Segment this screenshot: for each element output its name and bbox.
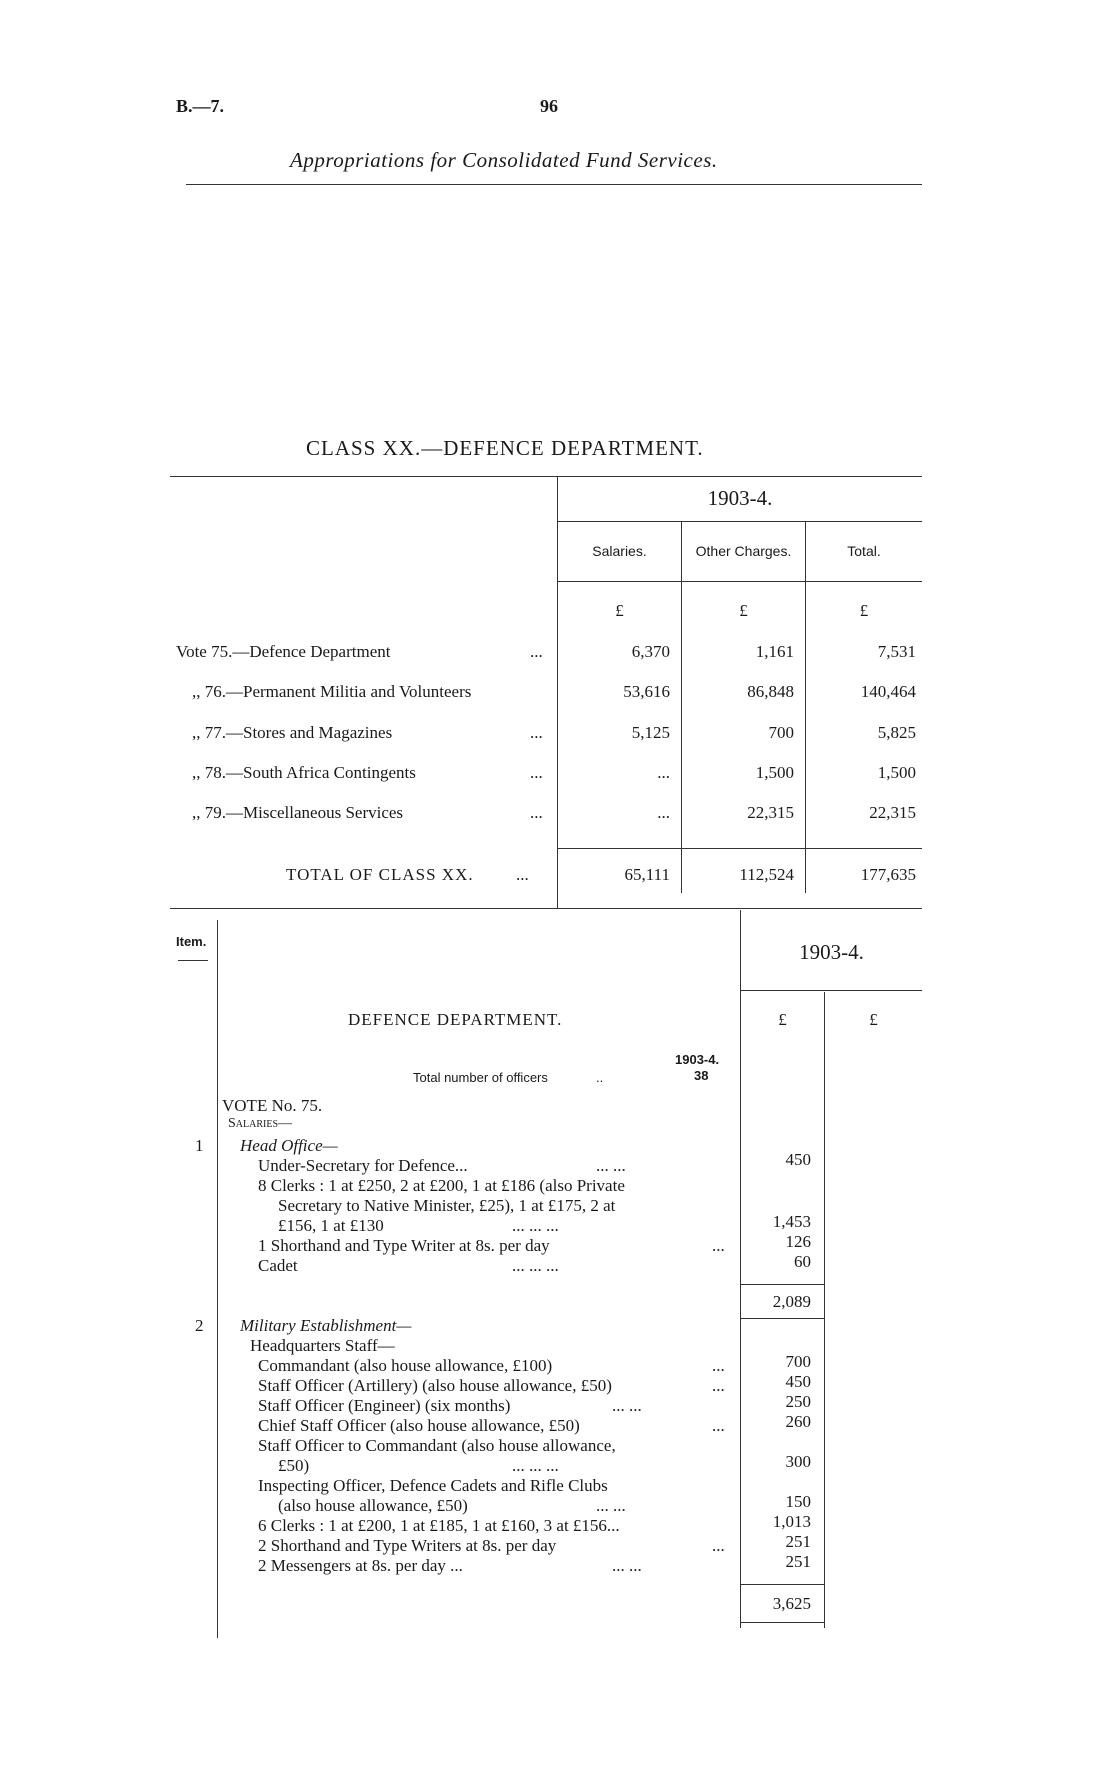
salaries-value: 5,125: [631, 723, 670, 742]
leader-dots: ... ...: [596, 1156, 626, 1175]
col-header-other-charges: Other Charges.: [695, 543, 792, 559]
other-charges-value: 1,161: [755, 642, 794, 661]
line-item-text: Commandant (also house allowance, £100): [258, 1356, 553, 1375]
summary-year-rule: [558, 521, 922, 522]
line-item-amount: 1,453: [772, 1212, 811, 1231]
total-value: 5,825: [877, 723, 916, 742]
leader-dots: ...: [516, 865, 529, 884]
page-number: 96: [540, 96, 558, 116]
leader-dots: ...: [712, 1416, 725, 1435]
line-item-text: 6 Clerks : 1 at £200, 1 at £185, 1 at £160, 3 at £156...: [258, 1516, 620, 1535]
officers-year: 1903-4.: [675, 1052, 720, 1067]
leader-dots: ...: [530, 803, 543, 822]
salaries-value: ...: [657, 803, 670, 822]
leader-dots: ... ...: [596, 1496, 626, 1515]
other-charges-value: 1,500: [755, 763, 794, 782]
line-item-text: 8 Clerks : 1 at £250, 2 at £200, 1 at £186 (also Private: [258, 1176, 625, 1195]
line-item-amount: 300: [785, 1452, 811, 1471]
leader-dots: ...: [712, 1536, 725, 1555]
leader-dots: ...: [712, 1236, 725, 1255]
summary-col-divider-1: [681, 521, 682, 893]
subtotal-rule: [741, 1284, 824, 1285]
leader-dots: ... ... ...: [512, 1256, 559, 1275]
line-item-text: (also house allowance, £50): [278, 1496, 468, 1515]
col-header-total: Total.: [847, 543, 881, 559]
page-subtitle: Appropriations for Consolidated Fund Services.: [290, 148, 718, 172]
leader-dots: ... ... ...: [512, 1216, 559, 1235]
line-item-text: 2 Shorthand and Type Writers at 8s. per day: [258, 1536, 557, 1555]
total-value: 22,315: [869, 803, 916, 822]
item-column-divider: [217, 920, 218, 1638]
line-item-amount: 150: [785, 1492, 811, 1511]
item-subtotal: 2,089: [772, 1292, 811, 1311]
salaries-heading: Salaries—: [228, 1116, 293, 1131]
total-value: 7,531: [877, 642, 916, 661]
salaries-value: 6,370: [631, 642, 670, 661]
total-salaries-value: 65,111: [624, 865, 670, 884]
leader-dots: ...: [530, 763, 543, 782]
line-item-amount: 450: [785, 1372, 811, 1391]
vote-number: VOTE No. 75.: [222, 1096, 323, 1115]
line-item-amount: 450: [785, 1150, 811, 1169]
subtotal-rule: [741, 1584, 824, 1585]
subtotal-rule: [741, 1622, 824, 1623]
item-title: Military Establishment—: [240, 1316, 412, 1335]
total-value: 140,464: [860, 682, 916, 701]
currency-salaries: £: [615, 601, 624, 620]
item-number: 2: [195, 1316, 204, 1335]
item-title: Head Office—: [240, 1136, 338, 1155]
leader-dots: ... ... ...: [512, 1456, 559, 1475]
total-other-charges-value: 112,524: [739, 865, 794, 884]
vote-label: Vote 75.—Defence Department: [176, 642, 391, 661]
summary-title: CLASS XX.—DEFENCE DEPARTMENT.: [306, 436, 704, 460]
leader-dots: ...: [712, 1376, 725, 1395]
item-header-underline: [178, 960, 208, 961]
line-item-text: Secretary to Native Minister, £25), 1 at £175, 2 at: [278, 1196, 616, 1215]
detail-currency-amount: £: [778, 1010, 787, 1029]
currency-total: £: [859, 601, 869, 620]
department-heading: DEFENCE DEPARTMENT.: [348, 1010, 563, 1029]
salaries-value: ...: [657, 763, 670, 782]
summary-header-rule: [558, 581, 922, 582]
vote-label: ,, 78.—South Africa Contingents: [192, 763, 416, 782]
detail-currency-subtotal: £: [869, 1010, 878, 1029]
line-item-text: Staff Officer to Commandant (also house allowance,: [258, 1436, 616, 1455]
other-charges-value: 86,848: [747, 682, 794, 701]
line-item-text: Chief Staff Officer (also house allowance, £50): [258, 1416, 580, 1435]
leader-dots: ..: [596, 1070, 604, 1085]
line-item-amount: 260: [785, 1412, 811, 1431]
line-item-amount: 251: [785, 1532, 811, 1551]
total-value: 1,500: [877, 763, 916, 782]
item-subheading: Headquarters Staff—: [250, 1336, 395, 1355]
line-item-text: Cadet: [258, 1256, 298, 1275]
subtotal-column-divider: [824, 992, 825, 1628]
line-item-text: Inspecting Officer, Defence Cadets and Rifle Clubs: [258, 1476, 608, 1495]
summary-col-divider-2: [805, 521, 806, 893]
vote-label: ,, 76.—Permanent Militia and Volunteers: [192, 682, 472, 701]
leader-dots: ...: [530, 723, 543, 742]
line-item-text: Under-Secretary for Defence...: [258, 1156, 468, 1175]
officers-value: 38: [694, 1068, 709, 1083]
header-rule: [186, 184, 922, 185]
total-total-value: 177,635: [860, 865, 916, 884]
summary-year: 1903-4.: [707, 486, 773, 510]
vote-label: ,, 79.—Miscellaneous Services: [192, 803, 404, 822]
line-item-amount: 126: [785, 1232, 811, 1251]
line-item-text: 1 Shorthand and Type Writer at 8s. per day: [258, 1236, 550, 1255]
officers-label: Total number of officers: [413, 1070, 548, 1085]
leader-dots: ... ...: [612, 1556, 642, 1575]
detail-year-rule: [741, 990, 922, 991]
line-item-text: 2 Messengers at 8s. per day ...: [258, 1556, 463, 1575]
line-item-amount: 60: [794, 1252, 811, 1271]
summary-bottom-rule: [170, 908, 922, 909]
document-code: B.—7.: [176, 96, 225, 116]
other-charges-value: 700: [768, 723, 794, 742]
line-item-amount: 251: [785, 1552, 811, 1571]
subtotal-rule: [741, 1318, 824, 1319]
leader-dots: ...: [530, 642, 543, 661]
leader-dots: ...: [712, 1356, 725, 1375]
item-number: 1: [195, 1136, 204, 1155]
summary-total-rule: [558, 848, 922, 849]
line-item-text: £156, 1 at £130: [278, 1216, 384, 1235]
item-column-header: Item.: [176, 934, 207, 949]
line-item-amount: 1,013: [772, 1512, 811, 1531]
line-item-text: Staff Officer (Artillery) (also house allowance, £50): [258, 1376, 612, 1395]
line-item-amount: 250: [785, 1392, 811, 1411]
line-item-text: £50): [278, 1456, 310, 1475]
col-header-salaries: Salaries.: [592, 543, 647, 559]
summary-top-rule: [170, 476, 922, 477]
leader-dots: ... ...: [612, 1396, 642, 1415]
currency-other: £: [739, 601, 748, 620]
line-item-amount: 700: [785, 1352, 811, 1371]
detail-year: 1903-4.: [799, 940, 864, 964]
vote-label: ,, 77.—Stores and Magazines: [192, 723, 393, 742]
item-subtotal: 3,625: [772, 1594, 811, 1613]
salaries-value: 53,616: [623, 682, 670, 701]
total-class-label: TOTAL OF CLASS XX.: [286, 865, 474, 884]
other-charges-value: 22,315: [747, 803, 794, 822]
line-item-text: Staff Officer (Engineer) (six months): [258, 1396, 511, 1415]
